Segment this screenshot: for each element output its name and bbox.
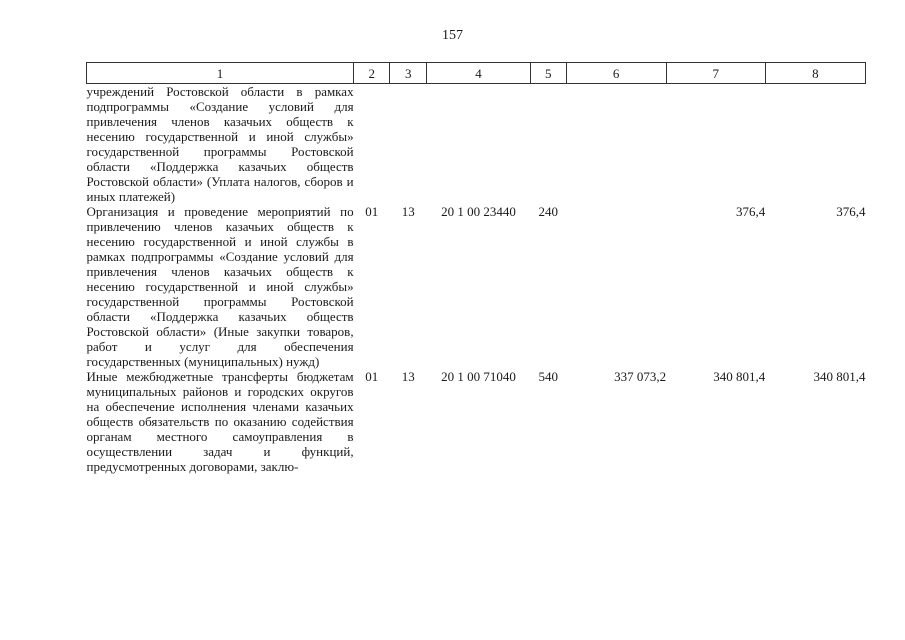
table-row (87, 204, 866, 369)
table-row (87, 369, 866, 474)
row-expense-type: 240 (538, 204, 559, 219)
row-amount-col6 (566, 84, 666, 205)
column-header: 3 (390, 63, 426, 84)
row-amount-col8: 340 801,4 (813, 369, 866, 384)
column-header: 1 (87, 63, 354, 84)
column-header: 6 (566, 63, 666, 84)
row-amount-col8: 376,4 (836, 204, 866, 219)
row-description: учреждений Ростовской области в рамках подпрограммы «Создание условий для привлечения членов казачьих обществ к несению государственной и иной службы» государственной программы Ростовской области «Поддержка казачьих обществ Ростовской области» (Уплата налогов, сборов и иных платежей) (86, 84, 354, 204)
page-number: 157 (442, 28, 463, 43)
row-amount-col6 (566, 204, 666, 369)
budget-table (86, 62, 866, 474)
row-subsection-code (390, 84, 426, 205)
row-expense-type (531, 84, 566, 205)
row-amount-col8 (765, 84, 865, 205)
table-row (87, 84, 866, 205)
row-subsection-code: 13 (401, 369, 415, 384)
row-description: Организация и проведение мероприятий по привлечению членов казачьих обществ к несению государственной и иной службы в рамках подпрограммы «Создание условий для привлечения членов казачьих обществ к несению государственной и иной службы» государственной программы Ростовской области «Поддержка казачьих обществ Ростовской области» (Иные закупки товаров, работ и услуг для обеспечения государственных (муниципальных) нужд) (86, 204, 354, 369)
row-amount-col7: 340 801,4 (713, 369, 766, 384)
row-subsection-code: 13 (401, 204, 415, 219)
column-header: 5 (531, 63, 566, 84)
row-target-article (426, 84, 530, 205)
row-target-article: 20 1 00 23440 (441, 204, 516, 219)
column-header: 2 (354, 63, 390, 84)
column-header: 4 (426, 63, 530, 84)
row-amount-col7 (666, 84, 765, 205)
row-amount-col6: 337 073,2 (614, 369, 667, 384)
column-header: 8 (765, 63, 865, 84)
row-amount-col7: 376,4 (736, 204, 766, 219)
row-expense-type: 540 (538, 369, 559, 384)
column-header: 7 (666, 63, 765, 84)
table-header-row (87, 63, 866, 84)
row-target-article: 20 1 00 71040 (441, 369, 516, 384)
row-section-code (354, 84, 390, 205)
row-description: Иные межбюджетные трансферты бюджетам муниципальных районов и городских округов на обеспечение исполнения членами казачьих обществ обязательств по оказанию содействия органам местного самоуправления в осуществлении задач и функций, предусмотренных договорами, заклю- (86, 369, 354, 474)
row-section-code: 01 (365, 204, 379, 219)
row-section-code: 01 (365, 369, 379, 384)
